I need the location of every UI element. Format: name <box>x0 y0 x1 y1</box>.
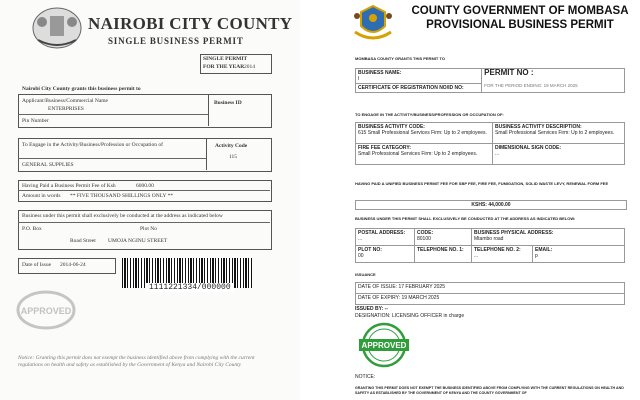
notice-label: NOTICE: <box>355 374 376 380</box>
activity-table <box>355 122 625 165</box>
mombasa-permit <box>335 0 640 400</box>
nairobi-permit <box>0 0 300 400</box>
mombasa-grant: MOMBASA COUNTY GRANTS THIS PERMIT TO <box>355 56 445 61</box>
mombasa-crest-icon <box>351 2 395 44</box>
amount: KSHS: 44,000.00 <box>355 200 627 210</box>
business-name-label: BUSINESS NAME: <box>358 70 402 76</box>
tel1-label: TELEPHONE NO. 1: <box>417 247 464 253</box>
tel2-value: ... <box>474 253 479 259</box>
postal-value: ... <box>358 236 363 242</box>
plot-label: PLOT NO: <box>358 247 382 253</box>
pobox-label: P.O. Box <box>22 226 42 232</box>
issuance-heading: ISSUANCE <box>355 272 376 277</box>
year-label: FOR THE YEAR <box>203 64 245 70</box>
grant-text: Nairobi City County grants this business permit to <box>22 86 141 92</box>
title-line-2: PROVISIONAL BUSINESS PERMIT <box>426 19 614 31</box>
paid-text: HAVING PAID A UNIFIED BUSINESS PERMIT FEE FOR SBP FEE, FIRE FEE, FUMIGATION, SOLID WASTE LEVY, RENEWAL FORM FEE <box>355 181 609 186</box>
road-value: UMOJA NGINU STREET <box>108 238 168 244</box>
plot-value: 00 <box>358 253 364 259</box>
permit-no-label: PERMIT NO : <box>484 68 534 77</box>
barcode-number: 1111221334/000000 <box>146 283 234 292</box>
activity-value: GENERAL SUPPLIES <box>22 162 74 168</box>
stamp-text: APPROVED <box>361 341 407 350</box>
activity-desc-label: BUSINESS ACTIVITY DESCRIPTION: <box>495 124 582 130</box>
divider <box>18 190 270 191</box>
business-id-label: Business ID <box>214 100 242 106</box>
title-line-1: COUNTY GOVERNMENT OF MOMBASA <box>411 5 629 17</box>
activity-label: To Engage in the Activity/Business/Profession or Occupation of <box>22 142 163 148</box>
period-text: FOR THE PERIOD ENDING: 19 MARCH 2025 <box>484 83 578 88</box>
year-value: 2014 <box>244 64 255 70</box>
notice-text: GRANTING THIS PERMIT DOES NOT EXEMPT THE BUSINESS IDENTIFIED ABOVE FROM COMPLYING WITH THE CURRENT REGULATIONS ON HEALTH AND SAFETY AS ESTABLISHED BY THE GOVERNMENT OF KENYA AND THE COUNTY GOVERNMENT OF <box>355 386 624 395</box>
single-permit-label: SINGLE PERMIT <box>203 56 248 62</box>
postal-label: POSTAL ADDRESS: <box>358 230 406 236</box>
physical-label: BUSINESS PHYSICAL ADDRESS: <box>474 230 554 236</box>
engage-text: TO ENGAGE IN THE ACTIVITY/BUSINESS/PROFESSION OR OCCUPATION OF: <box>355 112 504 117</box>
stamp-text: APPROVED <box>20 306 72 316</box>
tel2-label: TELEPHONE NO. 2: <box>474 247 521 253</box>
activity-code-value: 615 Small Professional Services Firm: Up to 2 employees. <box>358 130 487 136</box>
divider <box>18 158 206 159</box>
road-label: Road Street <box>70 238 96 244</box>
address-table <box>355 228 625 263</box>
business-name-value: I <box>358 76 360 82</box>
designation: DESIGNATION: LICENSING OFFICER in charge <box>355 313 465 319</box>
divider <box>208 94 209 126</box>
code-value: 80100 <box>417 236 431 242</box>
mombasa-title <box>405 4 635 32</box>
approved-stamp <box>357 322 411 368</box>
issue-label: Date of Issue <box>22 262 52 268</box>
pin-label: Pin Number <box>22 118 49 124</box>
date-expiry: DATE OF EXPIRY: 19 MARCH 2025 <box>356 294 625 305</box>
email-label: EMAIL: <box>535 247 553 253</box>
fire-value: Small Professional Services Firm: Up to 2 employees. <box>358 151 478 157</box>
email-value: p <box>535 253 538 259</box>
approved-stamp <box>16 290 76 330</box>
activity-code-label: Activity Code <box>215 143 248 149</box>
divider <box>18 114 208 115</box>
fee-value: 6000.00 <box>136 183 154 189</box>
activity-code-value: 115 <box>229 154 238 160</box>
sign-value: ... <box>495 151 500 157</box>
divider <box>18 222 270 223</box>
words-value: ** FIVE THOUSAND SHILLINGS ONLY ** <box>70 193 174 199</box>
date-issue: DATE OF ISSUE: 17 FEBRUARY 2025 <box>356 283 625 294</box>
nairobi-subtitle: SINGLE BUSINESS PERMIT <box>108 36 244 46</box>
issue-value: 2014-06-24 <box>60 262 86 268</box>
fire-label: FIRE FEE CATEGORY: <box>358 145 411 151</box>
divider <box>206 138 207 170</box>
applicant-value: ENTERPRISES <box>48 106 84 112</box>
nairobi-title: NAIROBI CITY COUNTY <box>88 14 293 33</box>
location-label: Business under this permit shall exclusively be conducted at the address as indicated below <box>22 213 223 219</box>
address-intro: BUSINESS UNDER THIS PERMIT SHALL EXCLUSIVELY BE CONDUCTED AT THE ADDRESS AS INDICATED BELOW: <box>355 216 576 221</box>
sign-label: DIMENSIONAL SIGN CODE: <box>495 145 562 151</box>
activity-code-label: BUSINESS ACTIVITY CODE: <box>358 124 425 130</box>
nairobi-notice: Notice: Granting this permit does not exempt the business identified above from complying with the current regulations on health and safety as established by the Government of Kenya and Nairobi City County <box>18 355 255 368</box>
physical-value: Mtambo road <box>474 236 504 242</box>
applicant-label: Applicant/Business/Commercial Name <box>22 98 108 104</box>
activity-desc-value: Small Professional Services Firm: Up to 2 employees. <box>495 130 615 136</box>
nairobi-crest-icon <box>30 4 84 50</box>
fee-label: Having Paid a Business Permit Fee of Ksh <box>22 183 116 189</box>
cert-label: CERTIFICATE OF REGISTRATION NO/ID NO: <box>358 85 464 91</box>
issuance-table <box>355 282 625 305</box>
plot-label: Plot No <box>140 226 157 232</box>
issued-by: ISSUED BY: -- <box>355 306 388 312</box>
words-label: Amount in words <box>22 193 61 199</box>
code-label: CODE: <box>417 230 434 236</box>
business-name-table <box>355 68 625 93</box>
